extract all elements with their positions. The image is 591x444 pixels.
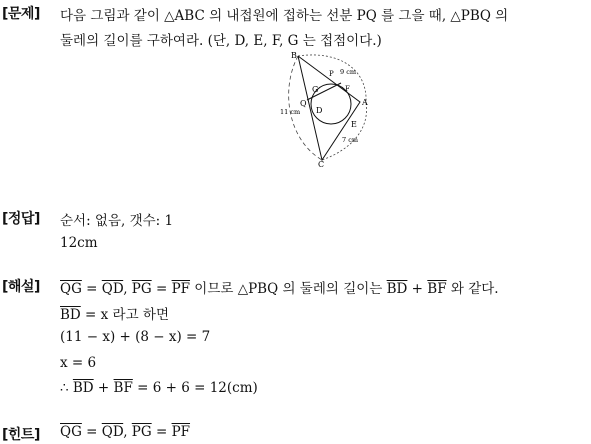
hint-label: [힌트] <box>2 427 40 443</box>
label-point-c: C <box>318 160 325 169</box>
label-point-b: B <box>291 51 297 60</box>
label-length-ac: 7 cm <box>342 136 359 144</box>
explanation-line5: ∴ $\overline{BD} + \overline{BF} = 6 + 6 = 12(cm)$ <box>60 380 258 396</box>
answer-label: [정답] <box>2 211 40 227</box>
explanation-line1: $\overline{QG} = \overline{QD}$, $\overline{PG} = \overline{PF}$ 이므로 △PBQ 의 둘레의 길이는 $\overline{BD} + \overline{BF}$ 와 같다. <box>60 281 499 297</box>
segment-pf: $\overline{PF}$ <box>171 281 191 297</box>
label-point-d: D <box>316 106 323 115</box>
answer-line2: 12cm <box>60 235 98 251</box>
segment-qg: $\overline{QG}$ <box>60 281 82 297</box>
segment-qd: $\overline{QD}$ <box>101 424 124 440</box>
explanation-line3: (11 − x) + (8 − x) = 7 <box>60 329 211 345</box>
segment-bd: $\overline{BD}$ <box>386 281 408 297</box>
segment-bf: $\overline{BF}$ <box>113 380 133 396</box>
segment-pg: $\overline{PG}$ <box>131 424 152 440</box>
label-length-bc: 11 cm <box>280 108 301 116</box>
label-point-e: E <box>351 120 357 129</box>
problem-text-line2: 둘레의 길이를 구하여라. (단, D, E, F, G 는 접점이다.) <box>60 33 382 49</box>
problem-text-line1: 다음 그림과 같이 △ABC 의 내접원에 접하는 선분 PQ 를 그을 때, △PBQ 의 <box>60 8 509 24</box>
segment-bf: $\overline{BF}$ <box>427 281 447 297</box>
segment-qg: $\overline{QG}$ <box>60 424 82 440</box>
segment-bd: $\overline{BD}$ <box>60 307 81 323</box>
label-point-p: P <box>329 70 334 78</box>
segment-bd: $\overline{BD}$ <box>72 380 94 396</box>
hint-line: $\overline{QG} = \overline{QD}$, $\overline{PG} = \overline{PF}$ <box>60 424 191 440</box>
answer-line1: 순서: 없음, 갯수: 1 <box>60 213 174 229</box>
segment-qd: $\overline{QD}$ <box>101 281 124 297</box>
explanation-label: [해설] <box>2 279 40 295</box>
explanation-line4: x = 6 <box>60 355 97 371</box>
explanation-line2: $\overline{BD} = x$ 라고 하면 <box>60 307 170 323</box>
label-point-f: F <box>345 85 350 93</box>
label-point-a: A <box>362 98 368 107</box>
triangle-figure <box>270 48 390 173</box>
label-point-g: G <box>312 85 319 94</box>
segment-pg: $\overline{PG}$ <box>131 281 152 297</box>
label-length-bf: 9 cm <box>340 68 357 76</box>
problem-label: [문제] <box>2 6 40 22</box>
segment-pf: $\overline{PF}$ <box>171 424 191 440</box>
label-point-q: Q <box>300 99 307 108</box>
